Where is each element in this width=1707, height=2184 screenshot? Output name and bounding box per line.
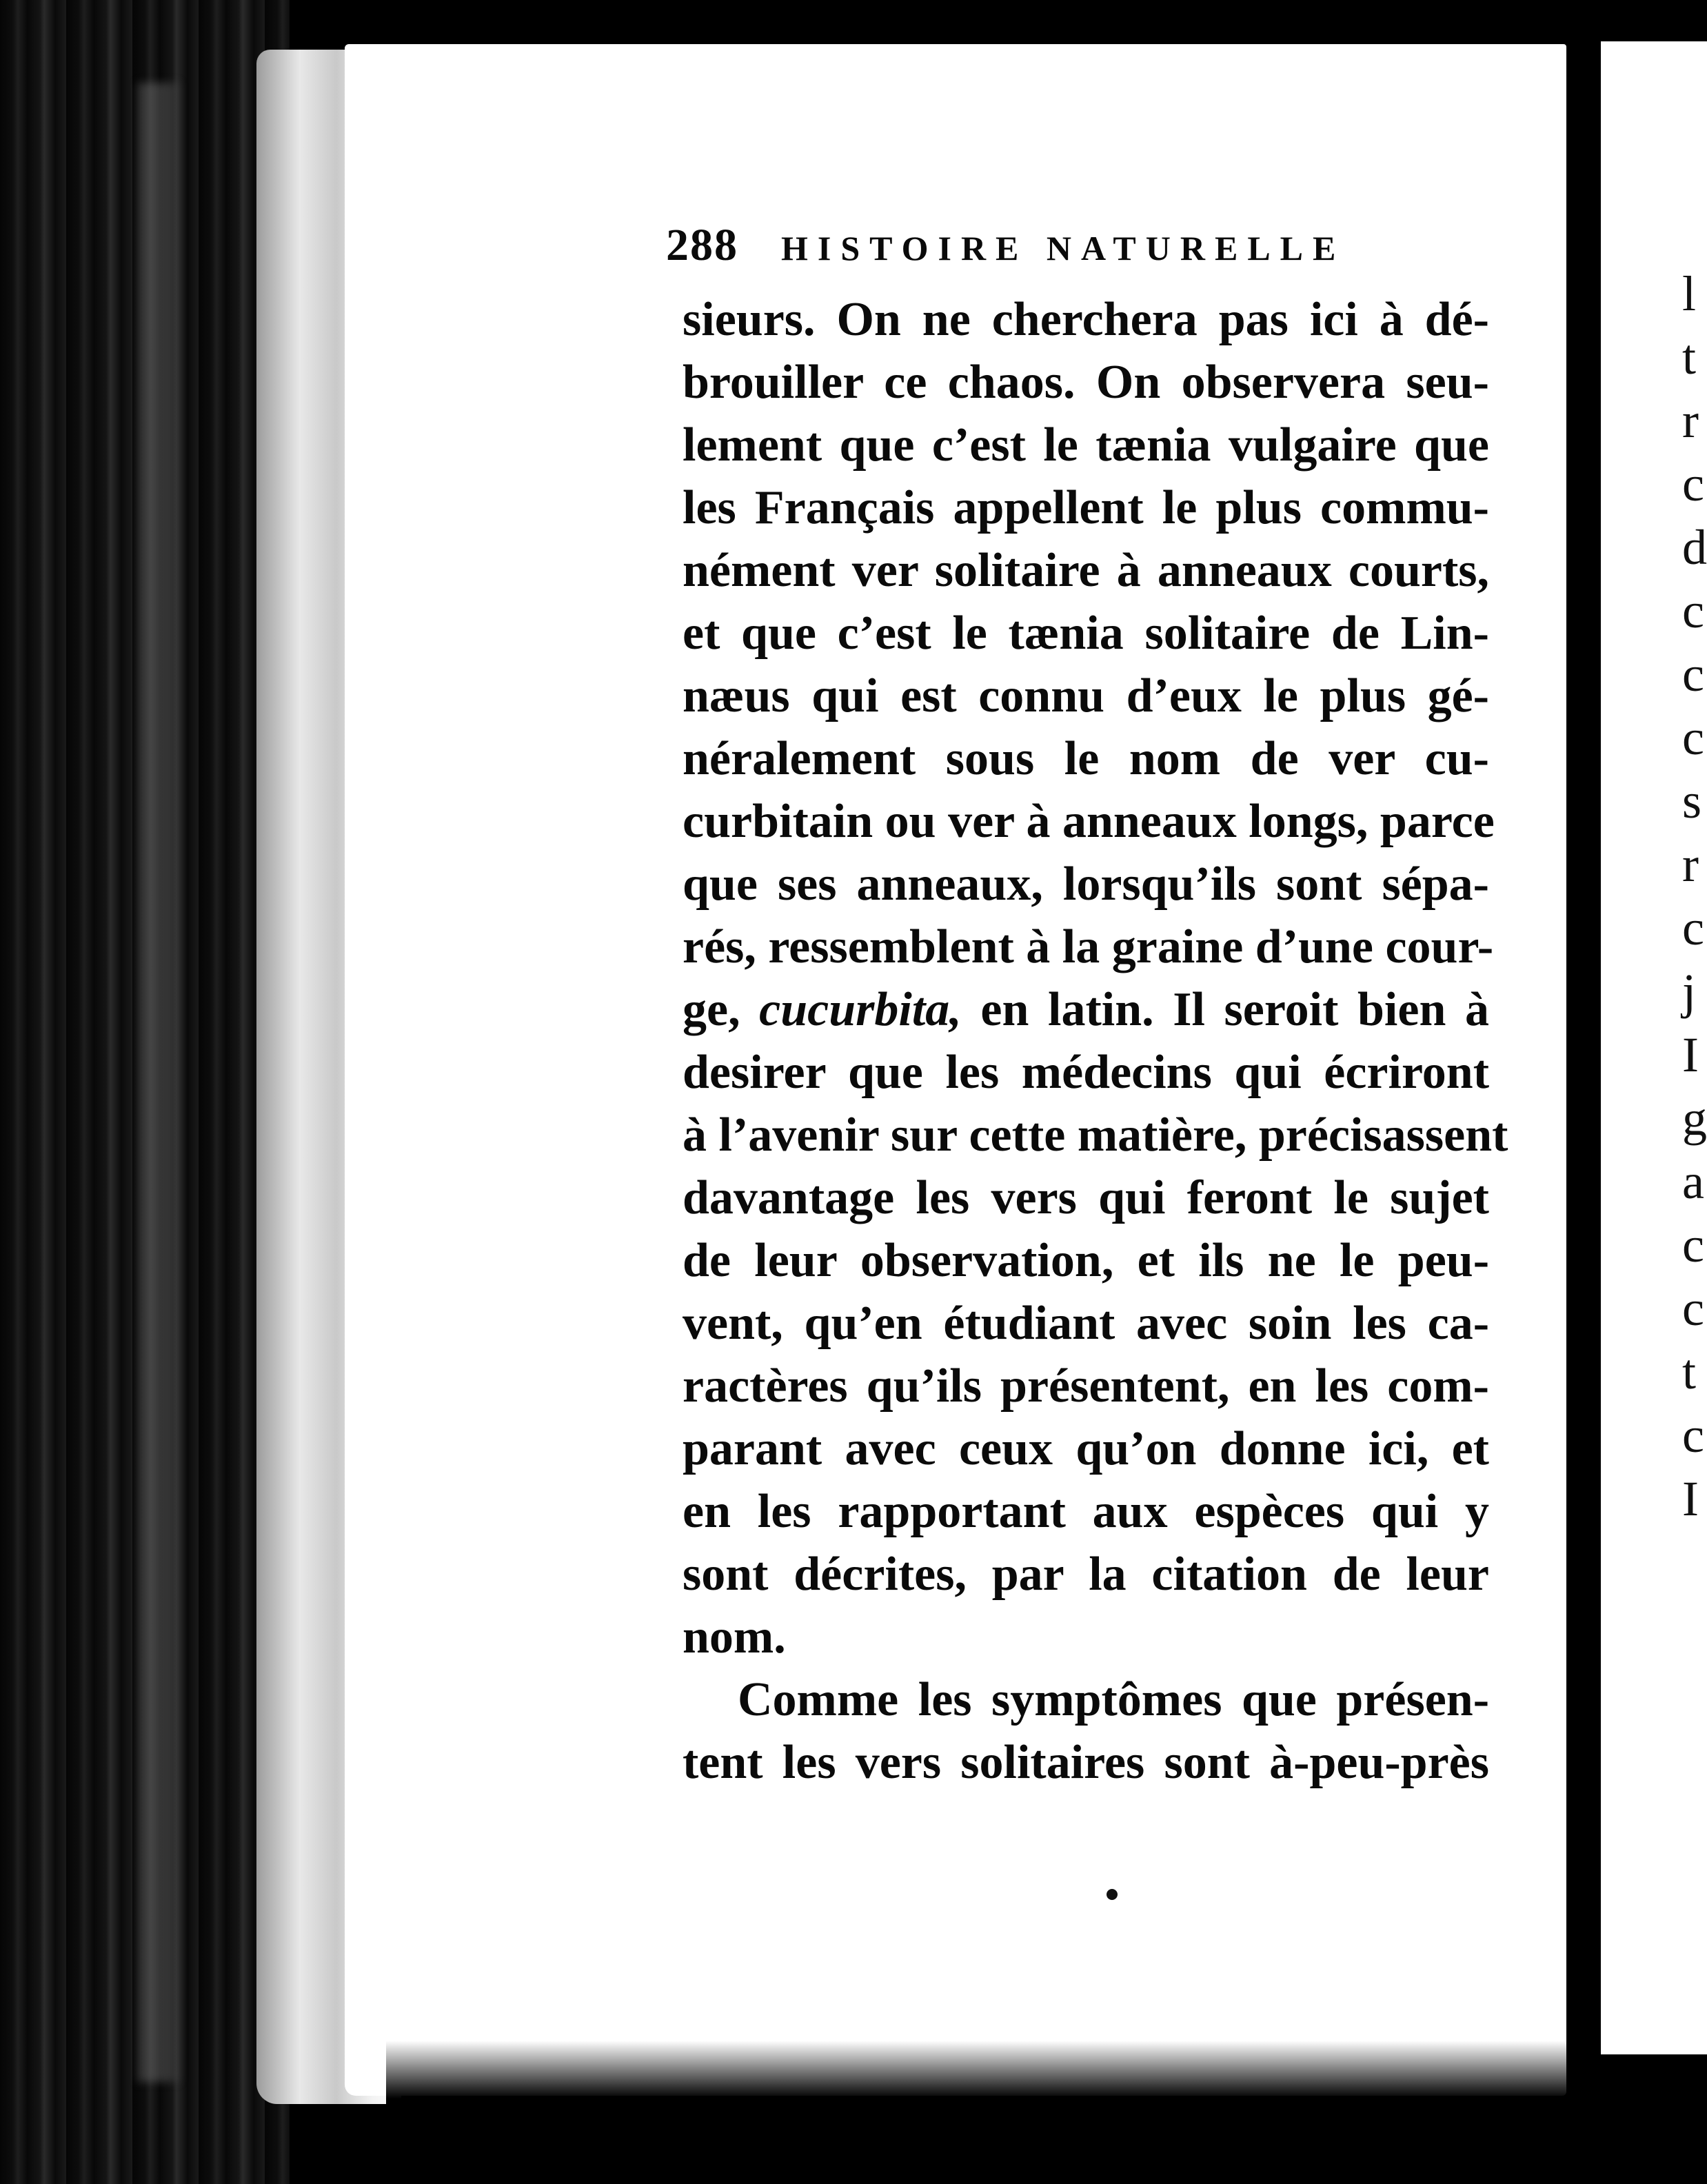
running-head: HISTOIRE NATURELLE — [781, 229, 1346, 267]
text-line: næus qui est connu d’eux le plus gé- — [683, 669, 1489, 722]
facing-page-letter: c — [1682, 1281, 1704, 1336]
facing-page-letter-fragments — [1682, 262, 1707, 1530]
facing-page-letter: d — [1682, 520, 1707, 575]
facing-page-letter: c — [1682, 647, 1704, 702]
text-line: et que c’est le tænia solitaire de Lin- — [683, 607, 1489, 660]
text-line: néralement sous le nom de ver cu- — [683, 732, 1489, 785]
book-spine-edge — [0, 0, 290, 2184]
text-line: les Français appellent le plus commu- — [683, 481, 1489, 534]
text-line: sieurs. On ne cherchera pas ici à dé- — [683, 293, 1489, 346]
text-line: ractères qu’ils présentent, en les com- — [683, 1359, 1489, 1413]
text-line: sont décrites, par la citation de leur — [683, 1548, 1489, 1601]
facing-page-letter: j — [1682, 964, 1697, 1019]
text-line: que ses anneaux, lorsqu’ils sont sépa- — [683, 858, 1489, 911]
facing-page-letter: c — [1682, 710, 1704, 765]
facing-page-letter: c — [1682, 583, 1704, 638]
facing-page-letter: a — [1682, 1154, 1704, 1209]
text-line: Comme les symptômes que présen- — [738, 1673, 1489, 1726]
facing-page-letter: l — [1682, 266, 1697, 321]
ink-speck — [1107, 1889, 1118, 1900]
facing-page-letter: r — [1682, 393, 1699, 448]
facing-page-letter: s — [1682, 774, 1702, 829]
facing-page-letter: c — [1682, 1217, 1704, 1273]
text-line: de leur observation, et ils ne le peu- — [683, 1234, 1489, 1287]
facing-page-letter: I — [1682, 1027, 1699, 1082]
facing-page-letter: c — [1682, 456, 1704, 512]
facing-page-letter: c — [1682, 900, 1704, 956]
bottom-shadow — [386, 2041, 1586, 2137]
text-line: rés, ressemblent à la graine d’une cour- — [683, 920, 1494, 973]
text-line: parant avec ceux qu’on donne ici, et — [683, 1422, 1489, 1475]
text-line: davantage les vers qui feront le sujet — [683, 1171, 1489, 1224]
text-line: desirer que les médecins qui écriront — [683, 1046, 1489, 1099]
line-text-post: en latin. Il seroit bien à — [961, 983, 1489, 1036]
page-number: 288 — [666, 220, 738, 270]
facing-page-letter: r — [1682, 837, 1699, 892]
facing-page-letter: g — [1682, 1091, 1707, 1146]
page-body-text — [683, 288, 1508, 1794]
text-line: en les rapportant aux espèces qui y — [683, 1485, 1489, 1538]
text-line: brouiller ce chaos. On observera seu- — [683, 356, 1489, 409]
text-line: nément ver solitaire à anneaux courts, — [683, 544, 1489, 597]
italic-latin-term: cucurbita, — [759, 983, 962, 1036]
text-line: nom. — [683, 1610, 786, 1664]
text-line: vent, qu’en étudiant avec soin les ca- — [683, 1297, 1489, 1350]
text-line: curbitain ou ver à anneaux longs, parce — [683, 795, 1495, 848]
facing-page-letter: t — [1682, 1344, 1697, 1399]
text-line: lement que c’est le tænia vulgaire que — [683, 418, 1489, 472]
line-text-pre: ge, — [683, 983, 760, 1036]
facing-page-letter: I — [1682, 1471, 1699, 1526]
text-line: à l’avenir sur cette matière, précisassent — [683, 1109, 1508, 1162]
text-line-with-italic — [683, 978, 1489, 1041]
facing-page-letter: c — [1682, 1408, 1704, 1463]
text-line: tent les vers solitaires sont à-peu-près — [683, 1736, 1489, 1789]
page-header — [666, 219, 1452, 281]
facing-page-letter: t — [1682, 330, 1697, 385]
